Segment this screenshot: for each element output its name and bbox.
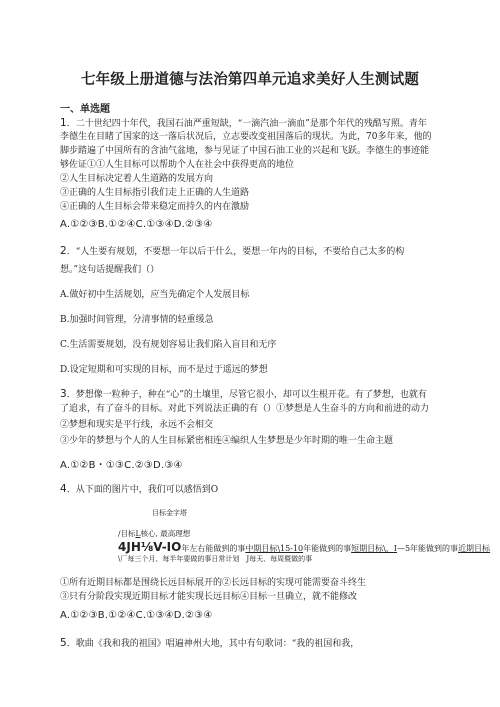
q2-option-b: B.加强时间管理，分清事情的轻重缓急: [60, 315, 214, 325]
q2-option-d: D.设定短期和可实现的目标，而不是过于遥远的梦想: [60, 365, 268, 375]
q4-statement-2: ③只有分阶段实现近期目标才能实现长远目标④目标一旦确立，就不能修改: [60, 592, 358, 602]
q1-line-3: 脚步踏遍了中国所有的含油气盆地，参与见证了中国石油工业的兴起和飞跃。李德生的事迹能: [60, 146, 430, 156]
figure-row-3: \厂每三个月、每半年要做的事日常计划 J每天、每周暨做的事: [118, 555, 313, 563]
q3-number: 3: [60, 388, 67, 400]
q1-line-7: ④正确的人生目标会带来稳定而持久的内在激励: [60, 202, 250, 212]
q4-statement-1: ①所有近期目标都是围绕长远目标展开的②长远目标的实现可能需要奋斗终生: [60, 578, 367, 588]
q4-number: 4: [60, 483, 67, 495]
q1-line-5: ②人生目标决定着人生道路的发展方向: [60, 174, 214, 184]
q3-answers: A.①②B・①③C.②③D.③④: [60, 460, 183, 471]
q2-option-c: C.生活需要规划，没有规划容易让我们陷入盲目和无序: [60, 340, 277, 350]
q2-option-a: A.做好初中生活规划，应当先确定个人发展目标: [60, 290, 250, 300]
q2-line-1: 2．“人生要有规划，不要想一年以后干什么，要想一年内的目标，不要给自己太多的构: [60, 245, 405, 257]
q1-answers: A.①②③B.①②④C.①③④D.②③④: [60, 219, 213, 230]
q3-line-4: ③少年的梦想与个人的人生目标紧密相连④编织人生梦想是少年时期的唯一生命主题: [60, 436, 394, 446]
q3-line-3: ②梦想和现实是平行线，永远不会相交: [60, 420, 214, 430]
figure-row-1: /目标L核心, 最高理想: [118, 529, 191, 538]
figure-caption: 目标金字塔: [152, 509, 187, 517]
q4-answers: A.①②③B.①②④C.①③④D.②③④: [60, 610, 213, 621]
figure-row-2: 4JH⅛V-IO年左右能做到的事中期目标\15-10年能做到的事短期目标\，I—5年能做到的事近期目标: [118, 540, 491, 554]
page-title: 七年级上册道德与法治第四单元追求美好人生测试题: [80, 72, 420, 88]
q1-line-2: 李德生在目睹了国家的这一落后状况后，立志要改变祖国落后的现状。为此，70多年来，他的: [60, 132, 432, 142]
q4-line-1: 4．从下面的图片中，我们可以感悟到O: [60, 483, 219, 495]
q1-line-1: 1．二十世纪四十年代，我国石油严重短缺，“一滴汽油一滴血”是那个年代的残酷写照。青年: [60, 117, 427, 129]
q1-line-4: 够佐证①①人生目标可以帮助个人在社会中获得更高的地位: [60, 160, 295, 170]
q3-line-1: 3．梦想像一粒种子，种在“心”的土壤里，尽管它很小，却可以生根开花。有了梦想，也就有: [60, 388, 427, 400]
q2-number: 2: [60, 245, 67, 257]
q2-line-2: 想。”这句话提醒我们（）: [60, 265, 160, 275]
q3-line-2: 了追求，有了奋斗的目标。对此下列说法正确的有（）①梦想是人生奋斗的方向和前进的动力: [60, 404, 430, 414]
q5-line-1: 5．歌曲《我和我的祖国》唱遍神州大地，其中有句歌词：“我的祖国和我，: [60, 637, 360, 649]
q1-number: 1: [60, 117, 67, 129]
q5-number: 5: [60, 637, 67, 649]
section-heading: 一、单选题: [60, 104, 110, 115]
q1-line-6: ③正确的人生目标指引我们走上正确的人生道路: [60, 188, 250, 198]
